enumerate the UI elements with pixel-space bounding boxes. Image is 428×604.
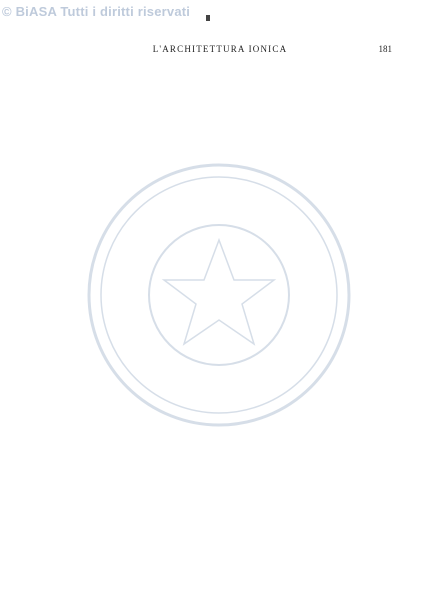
watermark-text: © BiASA Tutti i diritti riservati — [2, 4, 191, 19]
page-number: 181 — [378, 44, 392, 54]
watermark-seal — [84, 160, 354, 430]
running-title: L'ARCHITETTURA IONICA — [152, 44, 288, 54]
print-mark — [206, 15, 210, 21]
running-head — [60, 44, 392, 58]
